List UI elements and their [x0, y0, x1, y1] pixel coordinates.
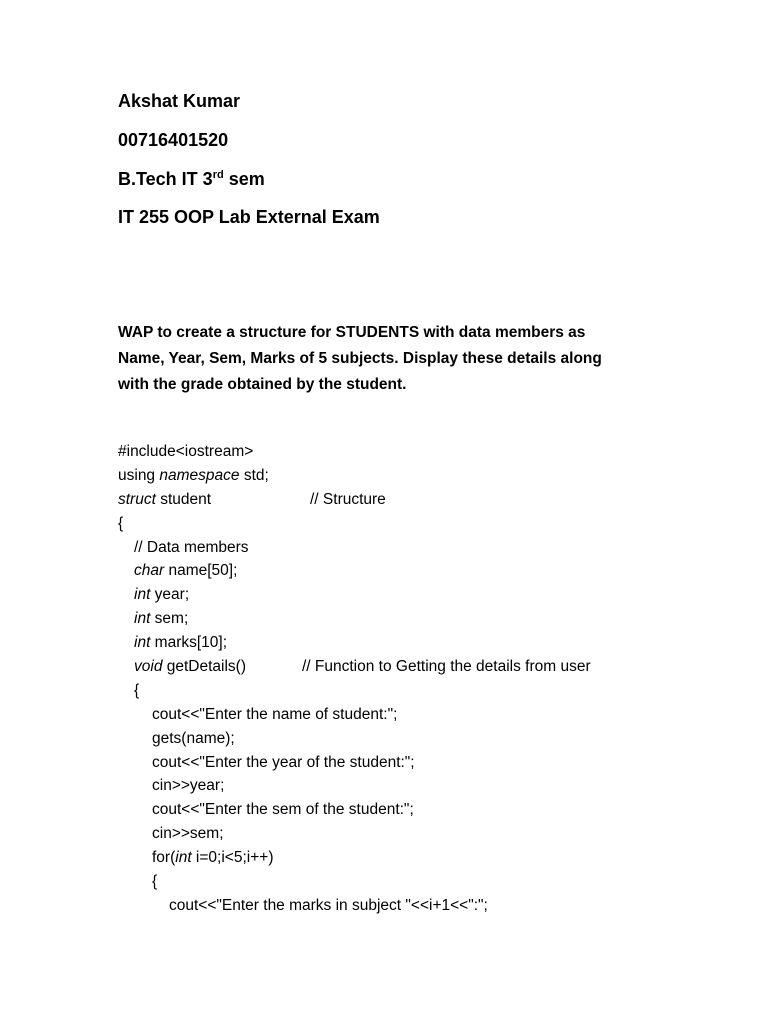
code-line: {	[134, 681, 140, 699]
code-line: using namespace std;	[118, 466, 269, 484]
course-semester	[118, 168, 265, 190]
question-line: with the grade obtained by the student.	[118, 376, 407, 393]
code-comment: // Function to Getting the details from user	[302, 658, 591, 676]
code-comment: // Structure	[310, 490, 386, 508]
ordinal-suffix: rd	[212, 169, 224, 181]
code-line: int marks[10];	[134, 634, 228, 652]
code-line: int year;	[134, 586, 190, 604]
code-line: gets(name);	[152, 729, 235, 747]
code-line: cout<<"Enter the year of the student:";	[152, 753, 415, 771]
code-line: cout<<"Enter the sem of the student:";	[152, 801, 414, 819]
code-line: cout<<"Enter the marks in subject "<<i+1<<":";	[169, 896, 488, 914]
question-line: Name, Year, Sem, Marks of 5 subjects. Display these details along	[118, 350, 602, 367]
exam-title: IT 255 OOP Lab External Exam	[118, 207, 380, 227]
code-line: // Data members	[134, 538, 249, 556]
roll-number: 00716401520	[118, 130, 229, 150]
code-line: struct student // Structure	[118, 488, 488, 512]
code-line: for(int i=0;i<5;i++)	[152, 849, 274, 867]
code-listing	[118, 440, 591, 918]
question-line: WAP to create a structure for STUDENTS with data members as	[118, 324, 586, 341]
code-line: {	[152, 873, 158, 891]
question-text	[118, 320, 678, 398]
student-name: Akshat Kumar	[118, 91, 241, 111]
course-text: B.Tech IT 3	[118, 169, 213, 189]
code-line: {	[118, 514, 124, 532]
code-line: int sem;	[134, 610, 189, 628]
code-line: #include<iostream>	[118, 443, 254, 460]
code-line: cin>>sem;	[152, 825, 224, 843]
sem-text: sem	[228, 169, 265, 189]
code-line: char name[50];	[134, 562, 238, 580]
code-line: cin>>year;	[152, 777, 225, 795]
code-line: cout<<"Enter the name of student:";	[152, 705, 398, 723]
code-line: void getDetails() // Function to Getting the details from user	[118, 655, 488, 679]
